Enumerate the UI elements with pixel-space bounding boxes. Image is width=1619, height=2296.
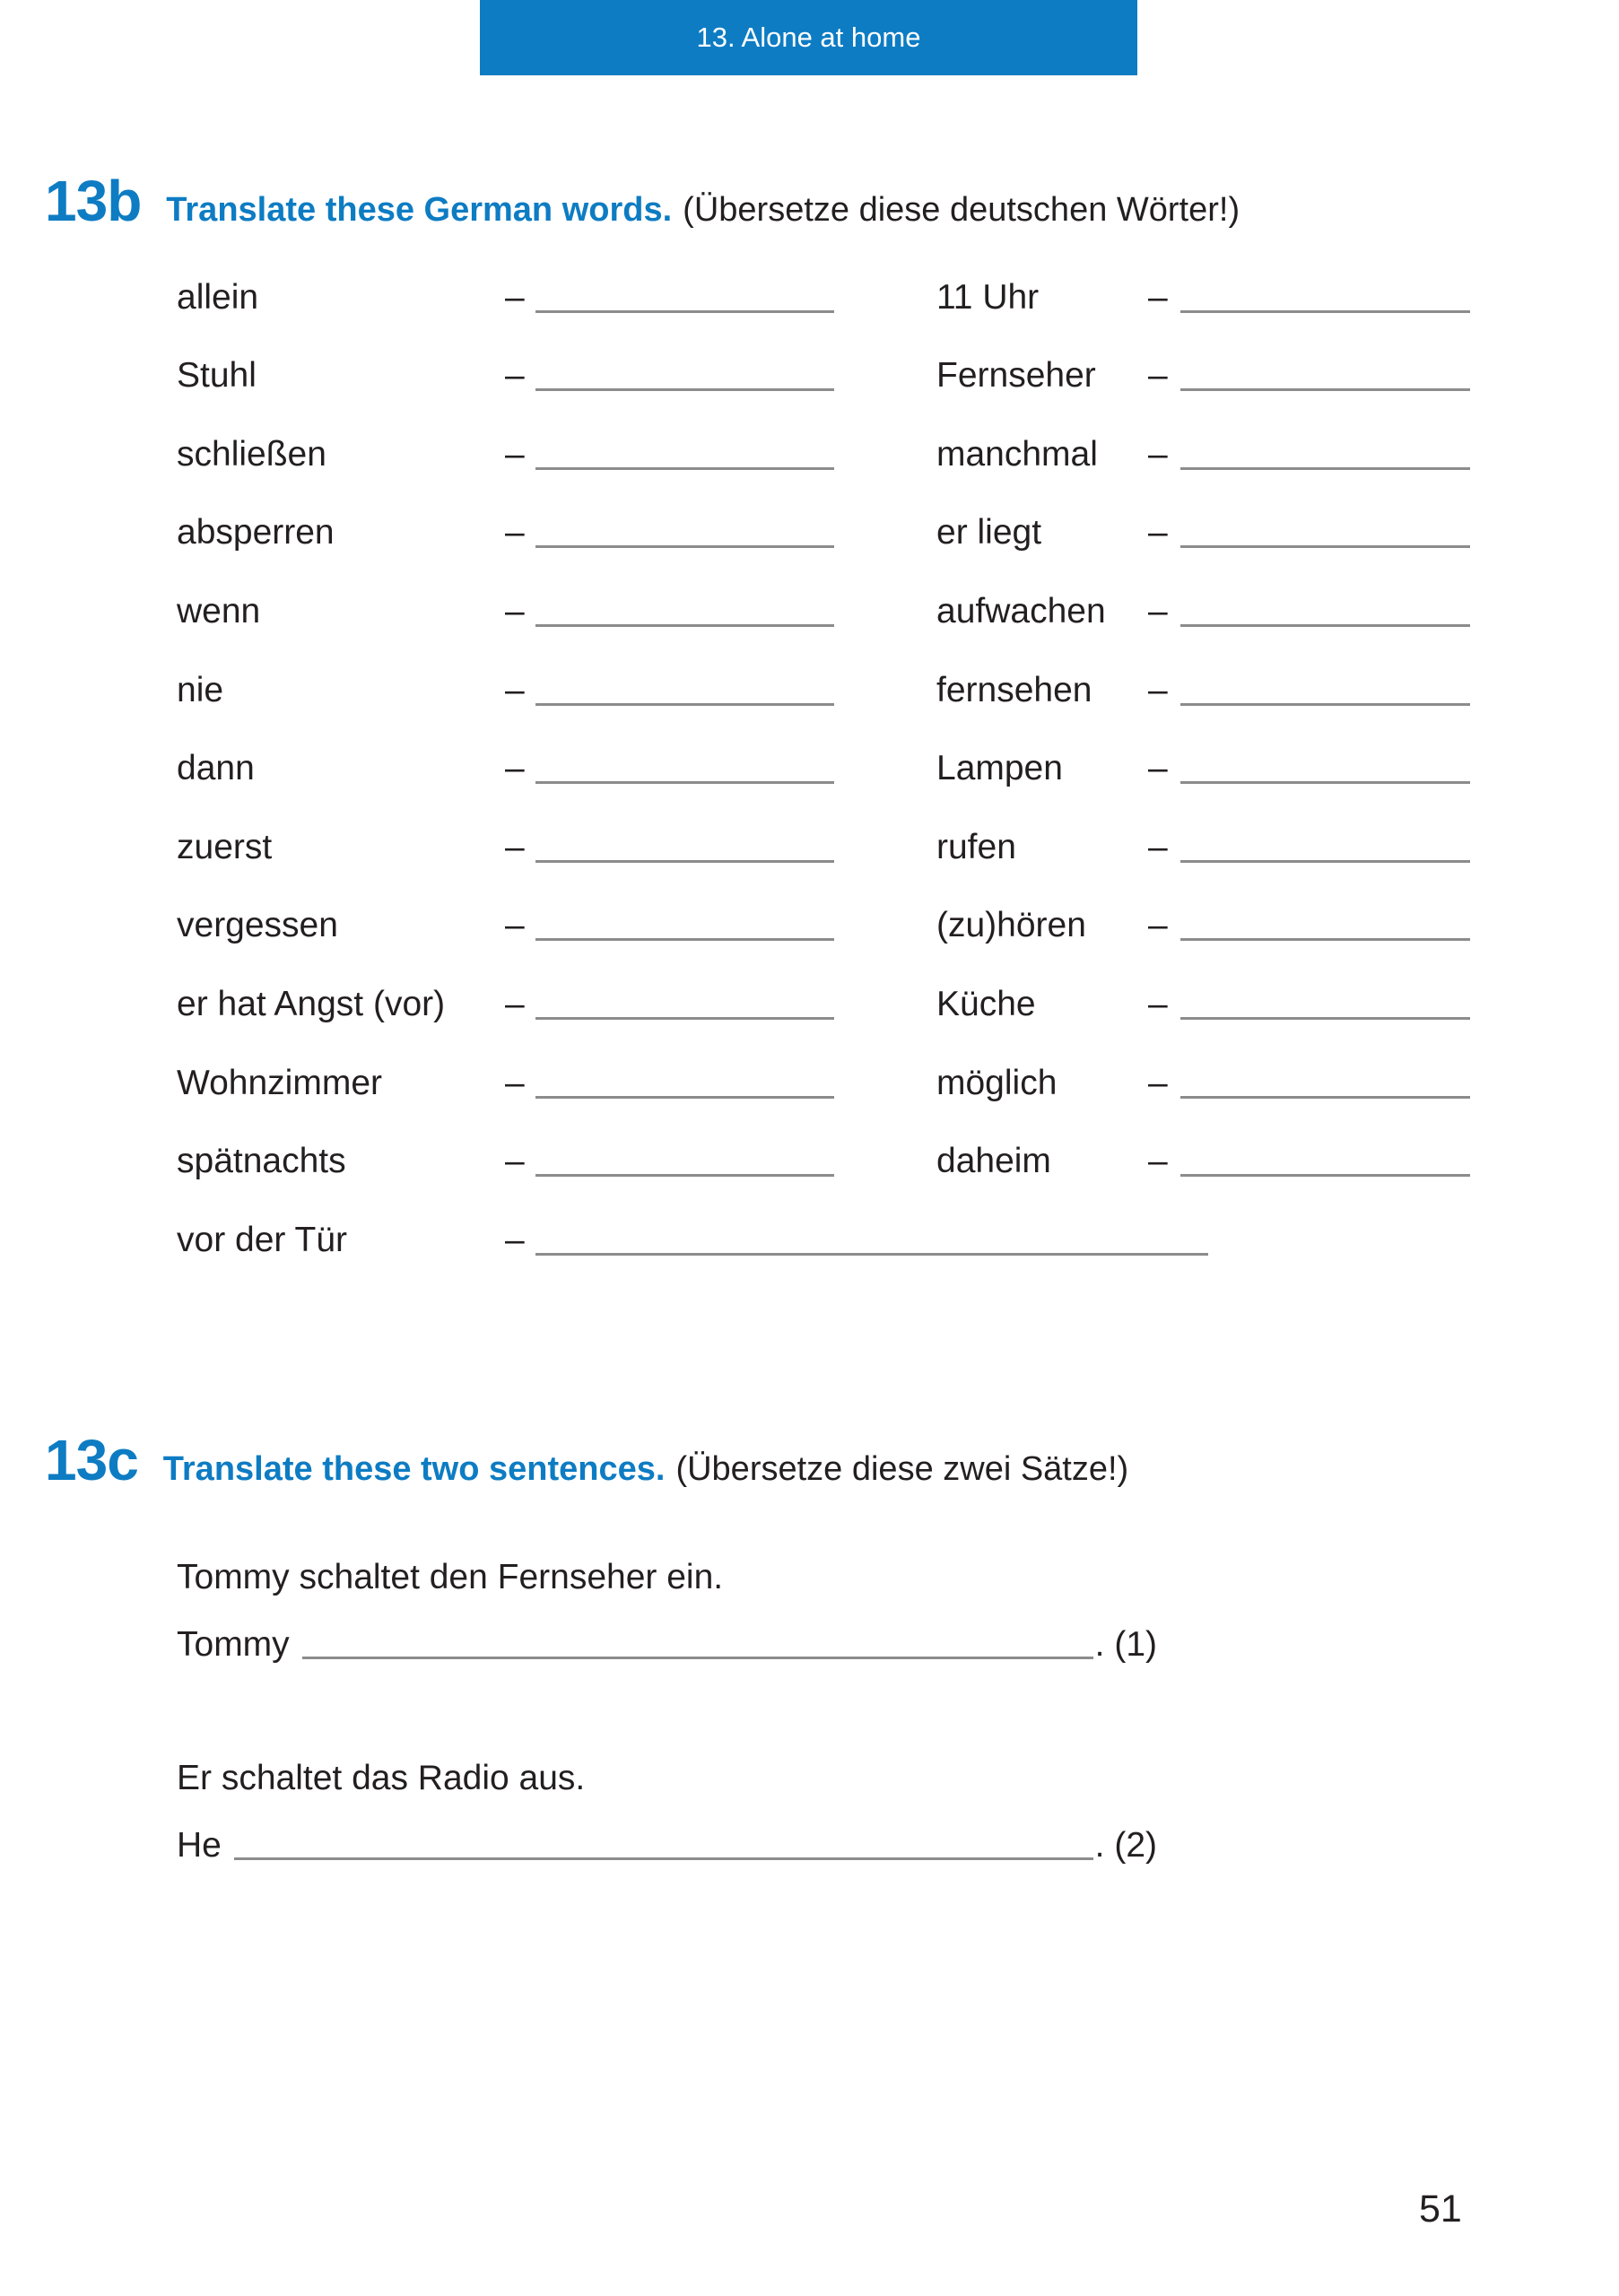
dash: –	[505, 356, 525, 396]
answer-blank-right[interactable]	[1180, 860, 1470, 863]
german-word-left: wenn	[177, 591, 261, 631]
dash: –	[505, 1063, 525, 1102]
dash: –	[505, 277, 525, 317]
answer-blank-sentence-2[interactable]	[234, 1857, 1093, 1860]
answer-blank-left[interactable]	[535, 310, 834, 313]
german-word-right: 11 Uhr	[936, 277, 1040, 317]
german-word-right: fernsehen	[936, 670, 1092, 709]
answer-blank-sentence-1[interactable]	[302, 1657, 1093, 1659]
answer-blank-left[interactable]	[535, 1017, 834, 1020]
german-word-right: er liegt	[936, 513, 1042, 552]
answer-blank-left[interactable]	[535, 545, 834, 548]
answer-blank-left[interactable]	[535, 860, 834, 863]
source-sentence-2: Er schaltet das Radio aus.	[177, 1759, 586, 1797]
exercise-13c-heading	[45, 1428, 1129, 1492]
answer-blank-left[interactable]	[535, 781, 834, 784]
chapter-tab	[480, 0, 1137, 75]
dash: –	[505, 591, 525, 631]
dash: –	[1148, 434, 1168, 474]
german-word-left: vor der Tür	[177, 1220, 348, 1259]
german-word-right: Fernseher	[936, 356, 1096, 396]
exercise-13b-title-german: (Übersetze diese deutschen Wörter!)	[683, 191, 1240, 229]
german-word-right: rufen	[936, 827, 1016, 866]
page-number: 51	[1419, 2187, 1462, 2231]
dash: –	[505, 1220, 525, 1259]
word-row	[177, 396, 1470, 474]
word-row	[177, 788, 1470, 867]
answer-row-2	[177, 1815, 1157, 1866]
exercise-13b-number: 13b	[45, 169, 142, 233]
german-word-left: schließen	[177, 434, 326, 474]
german-word-left: Wohnzimmer	[177, 1063, 382, 1102]
dash: –	[1148, 906, 1168, 945]
german-word-left: vergessen	[177, 906, 338, 945]
answer-blank-left[interactable]	[535, 388, 834, 391]
answer-suffix-1: . (1)	[1094, 1625, 1157, 1664]
answer-blank-right[interactable]	[1180, 388, 1470, 391]
word-row	[177, 552, 1470, 631]
answer-blank-left[interactable]	[535, 624, 834, 627]
answer-blank-left[interactable]	[535, 1096, 834, 1099]
exercise-13c-number: 13c	[45, 1428, 138, 1492]
german-word-right: aufwachen	[936, 591, 1106, 631]
source-sentence-1: Tommy schaltet den Fernseher ein.	[177, 1558, 724, 1596]
german-word-left: spätnachts	[177, 1142, 346, 1181]
dash: –	[1148, 749, 1168, 788]
answer-blank-right[interactable]	[1180, 938, 1470, 941]
answer-blank-right[interactable]	[1180, 1017, 1470, 1020]
word-row	[177, 239, 1470, 317]
answer-blank-left[interactable]	[535, 1174, 834, 1177]
dash: –	[505, 827, 525, 866]
answer-row-1	[177, 1614, 1157, 1665]
word-row	[177, 710, 1470, 789]
german-word-right: (zu)hören	[936, 906, 1086, 945]
german-word-left: er hat Angst (vor)	[177, 984, 446, 1023]
answer-blank-left[interactable]	[535, 703, 834, 706]
dash: –	[1148, 827, 1168, 866]
dash: –	[1148, 356, 1168, 396]
dash: –	[1148, 277, 1168, 317]
answer-blank-left[interactable]	[535, 467, 834, 470]
dash: –	[1148, 513, 1168, 552]
word-row	[177, 1103, 1470, 1182]
german-word-right: möglich	[936, 1063, 1058, 1102]
dash: –	[505, 749, 525, 788]
dash: –	[505, 984, 525, 1023]
word-translation-grid	[177, 239, 1470, 1260]
answer-blank-right[interactable]	[1180, 624, 1470, 627]
answer-blank-right[interactable]	[1180, 781, 1470, 784]
answer-prefix-2: He	[177, 1826, 222, 1865]
word-row-last	[177, 1181, 1470, 1260]
answer-blank-long[interactable]	[535, 1253, 1208, 1256]
german-word-right: Lampen	[936, 749, 1063, 788]
answer-blank-right[interactable]	[1180, 1174, 1470, 1177]
german-word-right: daheim	[936, 1142, 1051, 1181]
answer-blank-right[interactable]	[1180, 467, 1470, 470]
chapter-tab-label: 13. Alone at home	[696, 22, 921, 53]
german-word-left: nie	[177, 670, 224, 709]
exercise-13b-title-english: Translate these German words.	[166, 191, 673, 229]
german-word-left: Stuhl	[177, 356, 257, 396]
exercise-13c-title-german: (Übersetze diese zwei Sätze!)	[675, 1450, 1129, 1488]
dash: –	[1148, 984, 1168, 1023]
german-word-left: zuerst	[177, 827, 273, 866]
answer-suffix-2: . (2)	[1094, 1826, 1157, 1865]
dash: –	[505, 1142, 525, 1181]
answer-blank-right[interactable]	[1180, 545, 1470, 548]
answer-blank-left[interactable]	[535, 938, 834, 941]
answer-blank-right[interactable]	[1180, 310, 1470, 313]
answer-blank-right[interactable]	[1180, 1096, 1470, 1099]
german-word-right: Küche	[936, 984, 1036, 1023]
german-word-left: allein	[177, 277, 259, 317]
german-word-right: manchmal	[936, 434, 1098, 474]
dash: –	[505, 513, 525, 552]
dash: –	[1148, 1142, 1168, 1181]
word-row	[177, 317, 1470, 396]
german-word-left: absperren	[177, 513, 335, 552]
exercise-13b-heading	[45, 169, 1240, 233]
exercise-13c-title-english: Translate these two sentences.	[162, 1450, 666, 1488]
dash: –	[1148, 670, 1168, 709]
word-row	[177, 1024, 1470, 1103]
dash: –	[505, 906, 525, 945]
word-row	[177, 631, 1470, 710]
dash: –	[505, 670, 525, 709]
dash: –	[505, 434, 525, 474]
dash: –	[1148, 591, 1168, 631]
word-row	[177, 945, 1470, 1024]
german-word-left: dann	[177, 749, 255, 788]
answer-prefix-1: Tommy	[177, 1625, 290, 1664]
word-row	[177, 474, 1470, 553]
word-row	[177, 867, 1470, 946]
dash: –	[1148, 1063, 1168, 1102]
answer-blank-right[interactable]	[1180, 703, 1470, 706]
